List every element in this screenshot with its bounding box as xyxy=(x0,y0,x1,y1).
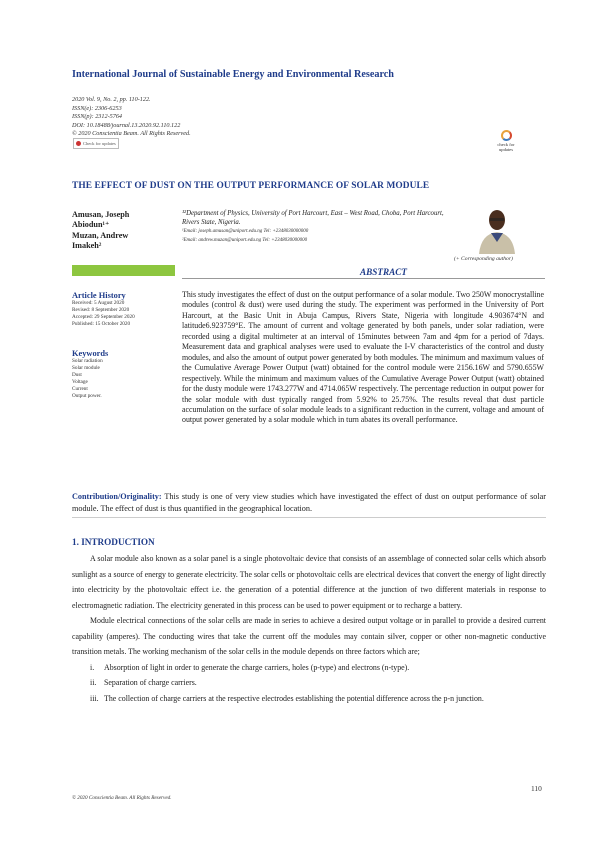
crossmark-button[interactable]: Check for updates xyxy=(73,138,119,149)
keyword: Dust xyxy=(72,372,82,378)
doi-link[interactable]: DOI: 10.18488/journal.13.2020.92.110.122 xyxy=(72,121,181,129)
list-item: ii. Separation of charge carriers. xyxy=(90,678,197,687)
corresponding-author-note: (+ Corresponding author) xyxy=(454,256,513,262)
history-heading: Article History xyxy=(72,291,126,300)
history-item: Accepted: 29 September 2020 xyxy=(72,314,135,320)
check-for-updates-badge[interactable]: check for updates xyxy=(494,130,518,152)
check-updates-icon xyxy=(501,130,512,141)
paragraph: A solar module also known as a solar panel is a single photovoltaic device that consists of an assemblage of connected solar cells which absorb sunlight as a source of energy to generate electricity. The solar cells or photovoltaic cells are electrical devices that convert the energy of light directly into electricity by the photovoltaic effect i.e. the generation of a potential difference at the junction of two different materials in response to electromagnetic radiation. The electricity generated in this process can be used to power equipment or to recharge a battery. xyxy=(72,554,546,610)
keyword: Voltage xyxy=(72,379,88,385)
author-list xyxy=(72,210,152,252)
mechanism-list xyxy=(72,660,546,707)
abstract-divider xyxy=(182,278,545,279)
list-item: iii. The collection of charge carriers at the respective electrodes establishing the potential difference across the p-n junction. xyxy=(90,693,484,703)
author-email[interactable]: ¹Email: joseph.amusan@uniport.edu.ng Tel: +2348030000000 xyxy=(182,229,309,234)
meta-line: ISSN(e): 2306-6253 xyxy=(72,104,122,112)
author-email[interactable]: ²Email: andrew.muzan@uniport.edu.ng Tel: +2348030000000 xyxy=(182,238,308,243)
section-divider xyxy=(72,517,546,518)
keywords xyxy=(72,349,108,400)
author-photo xyxy=(477,206,517,254)
keyword: Output power. xyxy=(72,393,102,399)
history-item: Published: 15 October 2020 xyxy=(72,321,131,327)
list-item: i. Absorption of light in order to generate the charge carriers, holes (p-type) and electrons (n-type). xyxy=(90,662,410,672)
journal-title[interactable]: International Journal of Sustainable Energy and Environmental Research xyxy=(72,69,394,80)
keyword: Current xyxy=(72,386,88,392)
contribution-text: This study is one of very view studies which have investigated the effect of dust on output performance of solar module. The effect of dust is thus quantified in the geographical location. xyxy=(72,492,546,513)
keywords-heading: Keywords xyxy=(72,349,109,358)
crossmark-icon xyxy=(76,141,81,146)
history-item: Revised: 8 September 2020 xyxy=(72,307,130,313)
meta-line: ISSN(p): 2312-5764 xyxy=(72,113,123,121)
footer-copyright: © 2020 Conscientia Beam. All Rights Reserved. xyxy=(72,795,172,801)
affiliation: ¹²Department of Physics, University of Port Harcourt, East – West Road, Choba, Port Harcourt, Rivers State, Nigeria. ¹Email: joseph.amusan@uniport.edu.ng Tel: +2348030000000 ²Email: andrew.muzan@uniport.edu.ng Tel: +2348030000000 xyxy=(182,209,452,245)
contribution-statement xyxy=(72,491,546,515)
page-number: 110 xyxy=(531,784,542,793)
keyword: Solar module xyxy=(72,365,100,371)
sidebar-accent-bar xyxy=(72,265,175,276)
section-heading: 1. INTRODUCTION xyxy=(72,537,155,547)
meta-line: 2020 Vol. 9, No. 2, pp. 110-122. xyxy=(72,96,151,103)
history-item: Received: 5 August 2020 xyxy=(72,300,125,306)
author-name: Amusan, Joseph Abiodun¹⁺ xyxy=(72,210,130,230)
abstract-heading: ABSTRACT xyxy=(360,267,407,277)
abstract-text: This study investigates the effect of dust on the output performance of a solar module. Two 250W monocrystalline modules (control & dust) were used during the study. The experiment was performed in the University of Port Harcourt, at the Basic Unit in Abuja Campus, Rivers State, Nigeria with longitude 4.903674°N and latitude6.923759°E. The amount of current and voltage generated by both panels, under solar radiation, were recorded using a digital multimeter at an interval of 15minutes between 7am and 4pm for a period of 7days. Measurement data and graphical analyses were used to evaluate the I-V characteristics of the control and dusty modules, and also the amount of output power generated by both modules. The minimum and maximum values of the Cumulative Average Power Output (watt) obtained for the control module were 2156.16W and 5790.655W respectively. While the minimum and maximum values of the Cumulative Average Power Output (watt) obtained for the dusty module were 1743.277W and 4714.065W respectively. The percentage reduction in output power for the solar module with dust typically ranged from 5.92% to 25.75%. The results reveal that dust particle accumulation on the surface of solar module leads to a significant reduction in the current, voltage and amount of output power generated by a solar module which in turn abates its overall performance. xyxy=(182,290,544,425)
article-title: THE EFFECT OF DUST ON THE OUTPUT PERFORMANCE OF SOLAR MODULE xyxy=(72,181,430,191)
introduction-body xyxy=(72,551,546,706)
keyword: Solar radiation xyxy=(72,358,103,364)
meta-line: © 2020 Conscientia Beam. All Rights Reserved. xyxy=(72,130,191,138)
author-name: Muzan, Andrew Imakeh² xyxy=(72,230,129,251)
article-history xyxy=(72,291,135,328)
journal-meta xyxy=(72,96,191,139)
contribution-label: Contribution/Originality: xyxy=(72,492,162,501)
paragraph: Module electrical connections of the solar cells are made in series to achieve a desired output voltage or in parallel to provide a desired current capability (amperes). The conducting wires that take the current off the modules may contain silver, copper or other non-magnetic conductive transition metals. The working mechanism of the solar cells in the module depends on three factors which are; xyxy=(72,616,546,656)
